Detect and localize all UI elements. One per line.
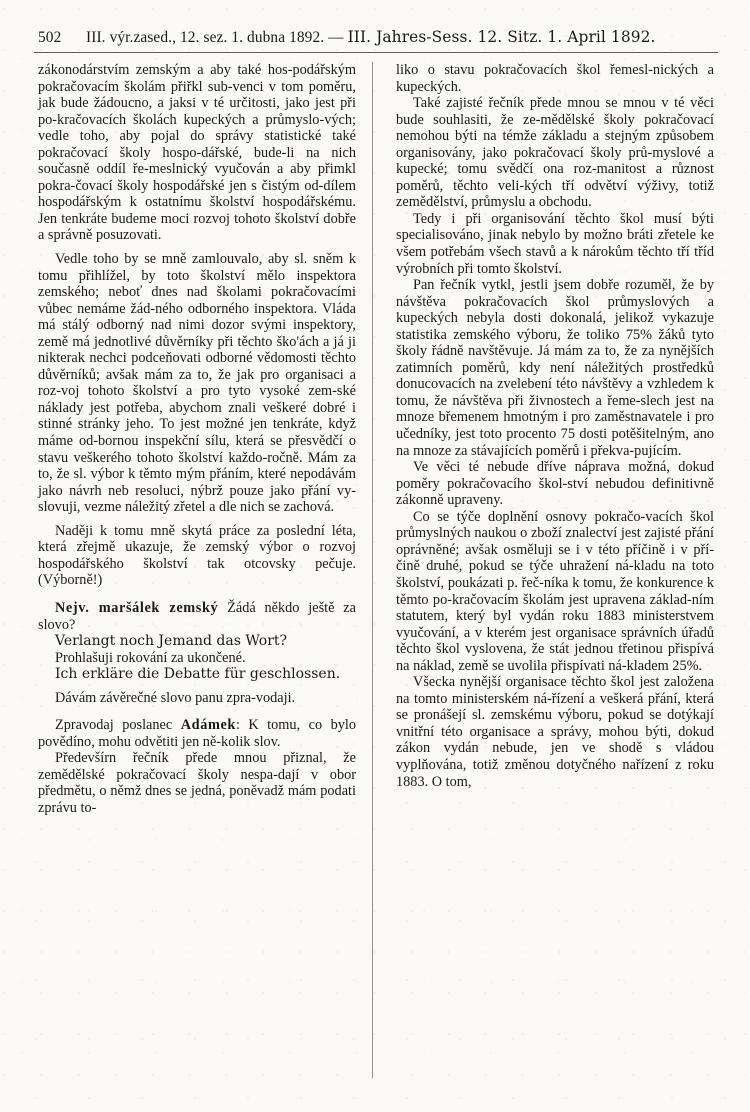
german-line: Verlangt noch Jemand das Wort? <box>55 633 288 650</box>
paragraph: Předevšírn řečník přede mnou přiznal, že zemědělské pokračovací školy nespa-dají v obor předmětu, o němž dnes se jedná, poněvadž mám podati zprávu to- <box>38 750 356 816</box>
speaker-name: Nejv. maršálek zemský <box>55 599 219 616</box>
header-rule <box>34 52 718 53</box>
paragraph: Všecka nynější organisace těchto škol jest založena na tomto ministerském ná-řízení a veškerá přání, která se pronášejí sl. zemskému výboru, pokud se dotýkají vnitřní této organisace a správy, mohou býti, dokud zákon vydán nebude, jen ve shodě s vládou vyplňována, totiž změnou dotyčného nařízení z roku 1883. O tom, <box>396 674 714 790</box>
column-divider <box>372 62 373 1078</box>
speaker-name: Adámek <box>180 717 236 734</box>
speaker-paragraph <box>38 600 356 633</box>
right-column <box>396 62 714 1092</box>
speaker-lead: Zpravodaj poslanec <box>55 717 181 734</box>
german-line: Ich erkläre die Debatte für geschlossen. <box>55 666 341 683</box>
speaker-paragraph <box>38 717 356 750</box>
header-german: III. Jahres-Sess. 12. Sitz. 1. April 1892. <box>347 28 656 46</box>
paragraph: Pan řečník vytkl, jestli jsem dobře rozuměl, že by návštěva pokračovacích škol průmyslových a kupeckých nebyla dosti dokonalá, jelikož vykazuje statistika zemského výboru, že toliko 75% žáků tyto školy řádně navštěvuje. Já mám za to, že za nynějších zatimních poměrů, kdy není náležitých prostředků donucovacích na zvelebení této návštěvy a vzhledem k tomu, že návštěva při živnostech a řeme-slech jest na mnoze břemenem hmotným i pro zaměstnavatele i pro učedníky, jest toto procento 75 dosti potěšitelným, ano na mnoze za stávajících poměrů i překva-pujícím. <box>396 277 714 459</box>
paragraph: Vedle toho by se mně zamlouvalo, aby sl. sněm k tomu přihlížel, by toto školství mělo inspektora zemského; neboť dnes nad školami pokračovacími vůbec nemáme žád-ného odborného inspektora. Vláda má stálý odborný nad nimi dozor svými inspektory, země má jednotlivé důvěrníky při těchto ško'ách a já ji nikterak nechci podceňovati odborné vědomosti těchto důvěrníků; avšak mám za to, že jak pro organisaci a roz-voj tohoto školství a pro tyto vysoké zem-ské náklady jest potřeba, abychom znali veškeré dobré i stinné stránky jeho. To jest možné jen tenkráte, když máme od-bornou inspekční sílu, která se přesvědčí o stavu veškerého tohoto školství každo-ročně. Mám za to, že sl. výbor k těmto mým přáním, které nepodávám jako návrh neb resoluci, nýbrž pouze jako přání vy-slovuji, vezme náležitý zřetel a dle nich se zachová. <box>38 251 356 516</box>
czech-line: Prohlašuji rokování za ukončené. <box>55 649 246 666</box>
paragraph: Také zajisté řečník přede mnou se mnou v té věci bude souhlasiti, že ze-mědělské školy pokračovací nemohou býti na témže základu a stejným způsobem organisovány, jako pokračovací školy prů-myslové a kupecké; tomu svědčí ona roz-manitost a různost poměrů, těchto veli-kých tří odvětví výživy, totiž zemědělství, průmyslu a obchodu. <box>396 95 714 211</box>
paragraph: liko o stavu pokračovacích škol řemesl-nických a kupeckých. <box>396 62 714 95</box>
paragraph: Naději k tomu mně skytá práce za poslední léta, která zřejmě ukazuje, že zemský výbor o rozvoj hospodářského školství tak otcovsky pečuje. (Výborně!) <box>38 522 356 589</box>
paragraph: Tedy i při organisování těchto škol musí býti specialisováno, jinak nebylo by možno bráti zřetele ke všem potřebám všech stavů a k nárokům těchto tří tříd výrobních při tomto školství. <box>396 210 714 277</box>
header-czech: III. výr.zased., 12. sez. 1. dubna 1892. — <box>86 29 344 46</box>
paragraph: Dávám závěrečné slovo panu zpra-vodaji. <box>55 689 296 706</box>
body-columns <box>38 62 714 1092</box>
page-number: 502 <box>38 29 62 46</box>
speaker-text: Žádá někdo ještě za slovo? <box>38 599 357 633</box>
paragraph: Co se týče doplnění osnovy pokračo-vacích škol průmyslných naukou o zboží znalectví jest zajisté přání oprávněné; avšak osměluji se i v této příčině i v pří-čině druhé, pokud se týče uhražení ná-kladu na toto školství, poukázati p. řeč-níka k tomu, že konkurence k těmto po-kračovacím školám jest upravena základ-ním statutem, který byl vydán roku 1883 ministerstvem vyučování, a v kterém jest organisace správních úřadů těchto škol vyslovena, že stát jednou třetinou přispívá na náklad, země se uvolila přispívati ná-kladem 25%. <box>396 508 714 674</box>
paragraph: zákonodárstvím zemským a aby také hos-podářským pokračovacím školám přiřkl sub-venci v tom poměru, jak bude žádoucno, a jaksi v té určitosti, jako jest při po-kračovacích školách kupeckých a průmyslo-vých; vedle toho, aby pojal do správy statistické také pokračovací školy hospo-dářské, bude-li na nich současně oddíl ře-meslnický vyučován a aby přimkl pokra-čovací školy hospodářské jen s čistým od-dílem hospodářským k ostatnímu školství hospodářskému. Jen tenkráte budeme moci rozvoj tohoto školství dobře a správně posuzovati. <box>38 62 356 244</box>
paragraph: Ve věci té nebude dříve náprava možná, dokud poměry pokračovacího škol-ství nebudou definitivně zákonně upraveny. <box>396 459 714 509</box>
page-header <box>38 28 716 47</box>
speaker-text: : K tomu, co bylo povědíno, mohu odvětiti jen ně-kolik slov. <box>38 717 356 750</box>
left-column <box>38 62 356 1092</box>
